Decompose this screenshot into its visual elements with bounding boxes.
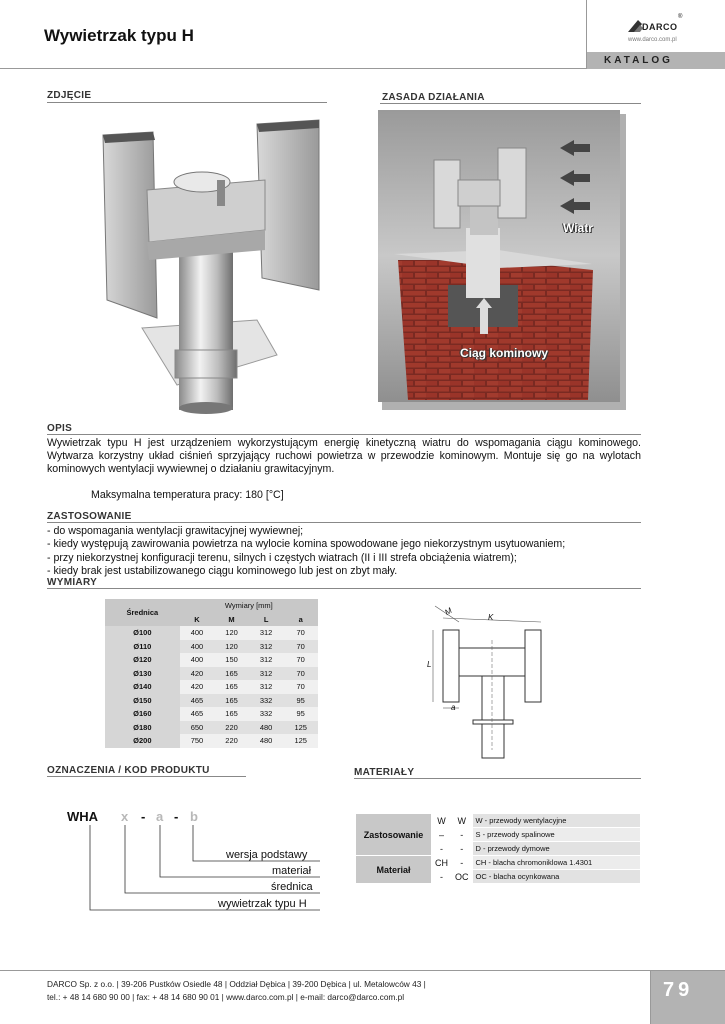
dim-label-k: K bbox=[488, 613, 494, 622]
dim-label-l: L bbox=[427, 660, 432, 669]
section-rule bbox=[47, 522, 641, 523]
column-header-diameter: Średnica bbox=[105, 599, 180, 626]
table-cell: - bbox=[452, 842, 473, 856]
section-code-heading: OZNACZENIA / KOD PRODUKTU bbox=[47, 765, 210, 776]
table-cell: 650 bbox=[180, 721, 215, 735]
code-label-type: wywietrzak typu H bbox=[218, 898, 307, 910]
table-cell: 95 bbox=[283, 694, 318, 708]
table-cell: - bbox=[452, 856, 473, 870]
table-cell: 70 bbox=[283, 640, 318, 654]
table-cell: 220 bbox=[214, 721, 249, 735]
table-cell: S - przewody spalinowe bbox=[472, 828, 640, 842]
materials-table bbox=[355, 813, 641, 884]
table-row bbox=[105, 626, 318, 640]
group-usage: Zastosowanie bbox=[356, 814, 432, 856]
section-rule bbox=[47, 434, 641, 435]
table-cell: 70 bbox=[283, 653, 318, 667]
table-cell: 70 bbox=[283, 626, 318, 640]
table-cell: - bbox=[432, 870, 452, 884]
logo-registered: ® bbox=[678, 14, 683, 20]
list-item: - przy niekorzystnej konfiguracji terenu, silnych i częstych wiatrach (II i III strefa obciążenia wiatrem); bbox=[47, 551, 517, 564]
table-cell: 465 bbox=[180, 694, 215, 708]
table-cell: 165 bbox=[214, 707, 249, 721]
table-cell: 400 bbox=[180, 626, 215, 640]
table-row bbox=[105, 734, 318, 748]
table-cell: 120 bbox=[214, 626, 249, 640]
section-photo-heading: ZDJĘCIE bbox=[47, 90, 92, 101]
list-item: - do wspomagania wentylacji grawitacyjnej wywiewnej; bbox=[47, 525, 304, 537]
column-header-a: a bbox=[283, 613, 318, 627]
code-label-base: wersja podstawy bbox=[226, 849, 308, 861]
list-item: - kiedy występują zawirowania powietrza na wylocie komina spowodowane jego niekorzystnym usytuowaniem; bbox=[47, 538, 566, 551]
list-item: - kiedy brak jest ustabilizowanego ciągu kominowego lub jest on zbyt mały. bbox=[47, 565, 398, 578]
wind-label: Wiatr bbox=[563, 221, 593, 235]
table-cell: 70 bbox=[283, 680, 318, 694]
table-cell: 312 bbox=[249, 667, 284, 681]
table-cell: 150 bbox=[214, 653, 249, 667]
logo-url: www.darco.com.pl bbox=[628, 37, 677, 43]
table-cell: W bbox=[452, 814, 473, 828]
catalog-label: KATALOG bbox=[604, 55, 673, 66]
draft-label: Ciąg kominowy bbox=[460, 346, 549, 360]
table-cell: 332 bbox=[249, 694, 284, 708]
table-cell: 480 bbox=[249, 721, 284, 735]
footer-address: DARCO Sp. z o.o. | 39-206 Pustków Osiedle 48 | Oddział Dębica | 39-200 Dębica | ul. Metalowców 43 | bbox=[47, 979, 426, 989]
table-cell: Ø100 bbox=[105, 626, 180, 640]
table-row bbox=[105, 721, 318, 735]
table-row bbox=[105, 667, 318, 681]
group-material: Materiał bbox=[356, 856, 432, 884]
page-number: 79 bbox=[663, 979, 694, 1001]
table-cell: 400 bbox=[180, 640, 215, 654]
table-cell: 70 bbox=[283, 667, 318, 681]
table-cell: 95 bbox=[283, 707, 318, 721]
code-b: b bbox=[190, 809, 198, 824]
description-paragraph: Wywietrzak typu H jest urządzeniem wykorzystującym energię kinetyczną wiatru do wspomagania ciągu kominowego. Wytwarza korzystny układ ciśnień sprzyjający ruchowi powietrza w przewodzie kominowym. Montuje się go na wylotach kominowych wentylacji wywiewnej o działaniu grawitacyjnym. bbox=[47, 437, 641, 475]
table-row bbox=[356, 814, 641, 828]
code-label-diameter: średnica bbox=[271, 881, 313, 893]
table-cell: 465 bbox=[180, 707, 215, 721]
table-cell: Ø110 bbox=[105, 640, 180, 654]
table-cell: 400 bbox=[180, 653, 215, 667]
table-cell: Ø180 bbox=[105, 721, 180, 735]
logo-text: DARCO bbox=[642, 22, 678, 32]
table-row bbox=[105, 653, 318, 667]
table-cell: 220 bbox=[214, 734, 249, 748]
code-a: a bbox=[156, 809, 164, 824]
code-dash: - bbox=[174, 809, 179, 824]
table-cell: Ø150 bbox=[105, 694, 180, 708]
table-cell: - bbox=[432, 842, 452, 856]
table-cell: Ø140 bbox=[105, 680, 180, 694]
table-cell: - bbox=[452, 828, 473, 842]
section-rule bbox=[47, 588, 641, 589]
section-principle-heading: ZASADA DZIAŁANIA bbox=[382, 92, 485, 103]
table-cell: Ø200 bbox=[105, 734, 180, 748]
table-cell: Ø120 bbox=[105, 653, 180, 667]
table-cell: 332 bbox=[249, 707, 284, 721]
table-cell: 480 bbox=[249, 734, 284, 748]
footer-contact: tel.: + 48 14 680 90 00 | fax: + 48 14 680 90 01 | www.darco.com.pl | e-mail: darco@darco.com.pl bbox=[47, 992, 405, 1002]
table-cell: 125 bbox=[283, 721, 318, 735]
section-description-heading: OPIS bbox=[47, 423, 73, 434]
usage-list bbox=[47, 525, 565, 579]
code-prefix: WHA bbox=[67, 809, 99, 824]
table-cell: 420 bbox=[180, 667, 215, 681]
section-rule bbox=[354, 778, 641, 779]
column-header-m: M bbox=[214, 613, 249, 627]
section-dimensions-heading: WYMIARY bbox=[47, 577, 98, 588]
section-usage-heading: ZASTOSOWANIE bbox=[47, 511, 132, 522]
dimensions-table bbox=[105, 599, 318, 748]
section-rule bbox=[47, 776, 246, 777]
table-cell: 165 bbox=[214, 667, 249, 681]
table-cell: 165 bbox=[214, 694, 249, 708]
table-cell: 420 bbox=[180, 680, 215, 694]
table-cell: 312 bbox=[249, 640, 284, 654]
max-temperature: Maksymalna temperatura pracy: 180 [°C] bbox=[91, 489, 284, 501]
table-cell: CH bbox=[432, 856, 452, 870]
code-label-material: materiał bbox=[272, 865, 312, 877]
section-rule bbox=[47, 102, 327, 103]
table-cell: 312 bbox=[249, 680, 284, 694]
table-cell: OC - blacha ocynkowana bbox=[472, 870, 640, 884]
table-row bbox=[105, 640, 318, 654]
principle-diagram bbox=[378, 110, 626, 410]
dimension-drawing bbox=[425, 600, 565, 760]
column-header-l: L bbox=[249, 613, 284, 627]
table-cell: OC bbox=[452, 870, 473, 884]
dim-label-a: a bbox=[451, 703, 456, 712]
table-row bbox=[356, 856, 641, 870]
section-materials-heading: MATERIAŁY bbox=[354, 767, 415, 778]
page-title: Wywietrzak typu H bbox=[44, 26, 194, 45]
table-row bbox=[105, 680, 318, 694]
table-cell: W bbox=[432, 814, 452, 828]
table-cell: – bbox=[432, 828, 452, 842]
table-cell: Ø130 bbox=[105, 667, 180, 681]
table-cell: D - przewody dymowe bbox=[472, 842, 640, 856]
column-header-k: K bbox=[180, 613, 215, 627]
table-cell: 750 bbox=[180, 734, 215, 748]
table-cell: 312 bbox=[249, 653, 284, 667]
table-cell: 312 bbox=[249, 626, 284, 640]
dim-label-m: M bbox=[443, 605, 454, 618]
table-row bbox=[105, 707, 318, 721]
code-x: x bbox=[121, 809, 129, 824]
column-group-header: Wymiary [mm] bbox=[180, 599, 318, 613]
code-dash: - bbox=[141, 809, 146, 824]
table-cell: W - przewody wentylacyjne bbox=[472, 814, 640, 828]
table-cell: 165 bbox=[214, 680, 249, 694]
product-photo bbox=[97, 110, 325, 415]
footer-rule bbox=[0, 970, 725, 971]
table-cell: 120 bbox=[214, 640, 249, 654]
table-cell: CH - blacha chromoniklowa 1.4301 bbox=[472, 856, 640, 870]
table-cell: Ø160 bbox=[105, 707, 180, 721]
table-row bbox=[105, 694, 318, 708]
section-rule bbox=[380, 103, 641, 104]
table-cell: 125 bbox=[283, 734, 318, 748]
